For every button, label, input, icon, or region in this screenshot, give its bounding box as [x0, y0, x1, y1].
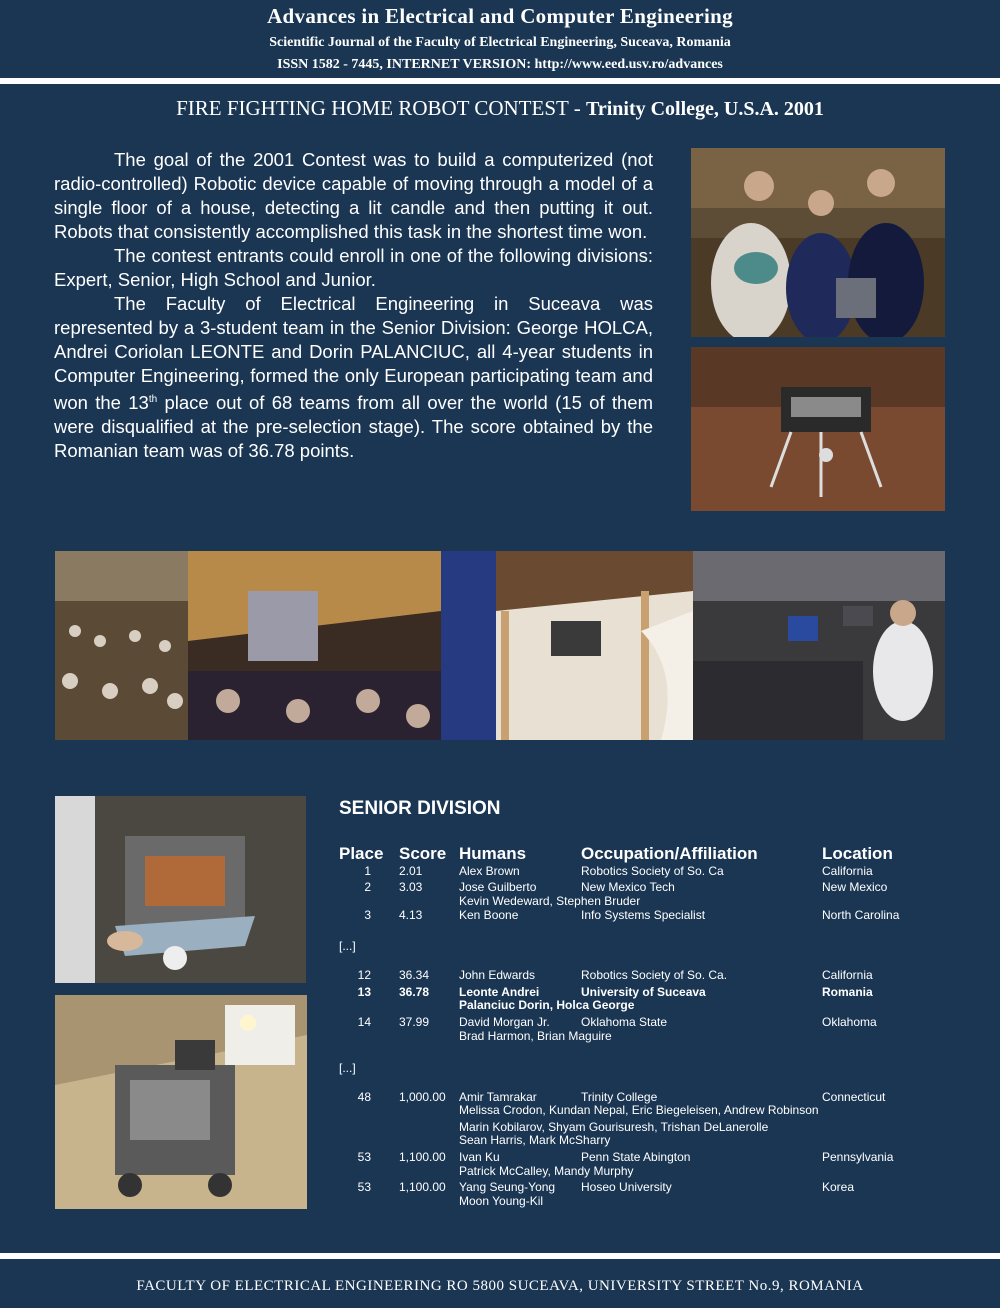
journal-subtitle: Scientific Journal of the Faculty of Electrical Engineering, Suceava, Romania — [269, 35, 731, 50]
main-panel — [0, 84, 1000, 1253]
robot-candle-photo — [55, 995, 307, 1209]
header-place: Place — [339, 844, 384, 863]
header-score: Score — [399, 844, 447, 863]
contest-hall-photo — [55, 551, 188, 740]
intro-paragraph-1: The goal of the 2001 Contest was to build a computerized (not radio-controlled) Robotic device capable of moving through a model of a single floor of a house, detecting a lit candle and then putting it out. Robots that consistently accomplished this task in the shortest time won. — [54, 149, 653, 242]
page-title-main: FIRE FIGHTING HOME ROBOT CONTEST - — [176, 96, 586, 120]
journal-issn: ISSN 1582 - 7445, INTERNET VERSION: http://www.eed.usv.ro/advances — [277, 57, 723, 72]
footer — [0, 1259, 1000, 1308]
maze-photo — [441, 551, 693, 740]
page-title-location: Trinity College, U.S.A. 2001 — [585, 98, 824, 120]
robot-photo — [691, 347, 945, 511]
table-header — [339, 844, 959, 866]
intro-paragraph-2: The contest entrants could enroll in one of the following divisions: Expert, Senior, High School and Junior. — [54, 245, 653, 290]
results-table: Place Score Humans Occupation/Affiliation Location 1 2.01 Alex Brown Robotics Society of So. Ca California 2 3.03 Jose Guilberto New Mexico Tech New Mexico Kevin Wedeward, Stephen Bruder 3 4.13 Ken Boone Info Systems Specialist North Carolina [...] 12 36.34 John Edwards Robotics Society of So. Ca. California 13 36.78 Leonte Andrei University of Suceava Romania Palanciuc Dorin, Holca George 14 37.99 David Morgan Jr. Oklahoma State Oklahoma Brad Harmon, Brian Maguire [...] 48 1,000.00 Amir Tamrakar Trinity College Connecticut Melissa Crodon, Kundan Nepal, Eric Biegeleisen, Andrew Robinson Marin Kobilarov, Shyam Gourisuresh, Trishan DeLanerolle Sean Harris, Mark McSharry 53 1,100.00 Ivan Ku Penn State Abington Pennsylvania Patrick McCalley, Mandy Murphy 53 1,100.00 Yang Seung-Yong Hoseo University Korea Moon Young-Kil — [339, 844, 959, 866]
ellipsis-2: [...] — [339, 1061, 356, 1075]
header-occupation: Occupation/Affiliation — [581, 844, 758, 863]
ellipsis-1: [...] — [339, 939, 356, 953]
header-humans: Humans — [459, 844, 527, 863]
footer-address: FACULTY OF ELECTRICAL ENGINEERING RO 5800 SUCEAVA, UNIVERSITY STREET No.9, ROMANIA — [136, 1278, 864, 1294]
team-photo — [691, 148, 945, 337]
workstation-photo — [693, 551, 945, 740]
header-location: Location — [822, 844, 893, 863]
journal-header — [0, 0, 1000, 78]
arena-photo — [188, 551, 441, 740]
intro-text — [54, 148, 653, 463]
journal-title: Advances in Electrical and Computer Engineering — [267, 4, 733, 28]
senior-division-title: SENIOR DIVISION — [339, 798, 501, 819]
intro-paragraph-3: The Faculty of Electrical Engineering in Suceava was represented by a 3-student team in the Senior Division: George HOLCA, Andrei Coriolan LEONTE and Dorin PALANCIUC, all 4-year students in Computer Engineering, formed the only European participating team and won the 13th place out of 68 teams from all over the world (15 of them were disqualified at the pre-selection stage). The score obtained by the Romanian team was of 36.78 points. — [54, 293, 654, 462]
robot-in-hand-photo — [55, 796, 306, 983]
page-title — [0, 96, 1000, 121]
